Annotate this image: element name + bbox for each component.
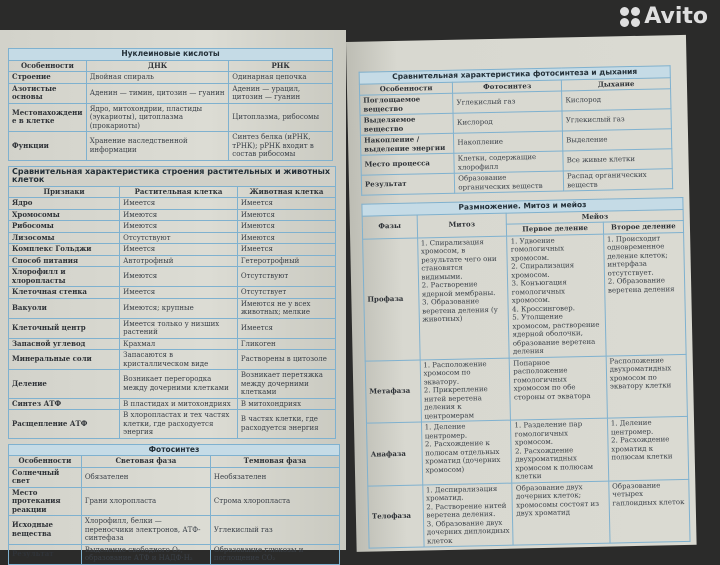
table-cell: 1. Деление центромер. 2. Расхождение к полюсам отдельных хроматид (дочерних хромосом) bbox=[421, 420, 512, 484]
column-header: ДНК bbox=[86, 60, 229, 72]
table-cell: Отсутствует bbox=[237, 287, 335, 299]
row-label: Расщепление АТФ bbox=[9, 410, 120, 439]
table-row bbox=[9, 410, 336, 439]
table-row bbox=[9, 103, 333, 132]
row-label: Способ питания bbox=[9, 255, 120, 267]
column-header: Особенности bbox=[9, 456, 82, 468]
table-cell: Имеется bbox=[120, 244, 238, 256]
table-row bbox=[9, 267, 336, 287]
table-cell: Выделение bbox=[563, 129, 672, 151]
table-row bbox=[9, 298, 336, 318]
column-header: Растительная клетка bbox=[120, 186, 238, 198]
table-cell: Имеются bbox=[120, 221, 238, 233]
table-cell: Хранение наследственной информации bbox=[86, 132, 229, 161]
table-row bbox=[9, 255, 336, 267]
table-row bbox=[9, 318, 336, 338]
table-row bbox=[9, 232, 336, 244]
table-cell: Грани хлоропласта bbox=[81, 487, 210, 516]
row-label: Хромосомы bbox=[9, 209, 120, 221]
table-cell: Расположение двухроматидных хромосом по экватору клетки bbox=[606, 354, 688, 418]
table-row bbox=[366, 416, 688, 485]
table-cell: Углекислый газ bbox=[210, 516, 339, 545]
table-row bbox=[9, 398, 336, 410]
column-header: Первое деление bbox=[507, 222, 604, 236]
table-cell: Растворены в цитозоле bbox=[237, 350, 335, 370]
table-cell: Имеются; крупные bbox=[120, 298, 238, 318]
row-label: Место процесса bbox=[361, 153, 455, 175]
table-cell: В частях клетки, где расходуется энергия bbox=[237, 410, 335, 439]
table-cell: 1. Разделение пар гомологичных хромосом. 2. Расхождение двухроматидных хромосом к полюсам клетки bbox=[511, 418, 609, 483]
table-cell: Аденин — тимин, цитозин — гуанин bbox=[86, 83, 229, 103]
table-row bbox=[9, 209, 336, 221]
column-header: РНК bbox=[229, 60, 333, 72]
column-header: Фазы bbox=[362, 215, 417, 239]
table-row bbox=[9, 221, 336, 233]
row-label: Хлорофилл и хлоропласты bbox=[9, 267, 120, 287]
table-cell: Выделение свободного O₂, образование АТФ и НАДФ·Н₂ bbox=[81, 544, 210, 564]
column-header: Дыхание bbox=[561, 77, 670, 91]
table-row bbox=[9, 350, 336, 370]
table-cell: Имеются bbox=[237, 221, 335, 233]
table-cell: Кислород bbox=[562, 89, 671, 111]
table-cell: Запасаются в кристаллическом виде bbox=[120, 350, 238, 370]
row-label: Функции bbox=[9, 132, 87, 161]
table-cell: Строма хлоропласта bbox=[210, 487, 339, 516]
table-title: Размножение. Митоз и мейоз bbox=[362, 197, 683, 215]
avito-watermark bbox=[620, 4, 708, 29]
table-row bbox=[368, 479, 690, 548]
table-cell: 1. Происходит одновременное деление клеток; интерфаза отсутствует. 2. Образование веретена деления bbox=[603, 232, 686, 356]
column-header: Особенности bbox=[9, 60, 87, 72]
table-cell: Клетки, содержащие хлорофилл bbox=[454, 151, 563, 173]
table-cell: Попарное расположение гомологичных хромосом по обе стороны от экватора bbox=[510, 356, 608, 421]
table-row bbox=[9, 244, 336, 256]
table-row bbox=[365, 354, 687, 423]
table-title: Нуклеиновые кислоты bbox=[9, 49, 333, 61]
row-label: Клеточный центр bbox=[9, 318, 120, 338]
table-cell: Двойная спираль bbox=[86, 72, 229, 84]
table-cell: Возникает перетяжка между дочерними клетками bbox=[237, 370, 335, 399]
table-cell: Все живые клетки bbox=[563, 149, 672, 171]
table-title: Сравнительная характеристика строения растительных и животных клеток bbox=[9, 166, 336, 186]
table-row bbox=[9, 516, 340, 545]
row-label: Исходные вещества bbox=[9, 516, 82, 545]
row-label: Профаза bbox=[363, 238, 420, 361]
table-row bbox=[9, 544, 340, 564]
table-cell: Имеется bbox=[237, 244, 335, 256]
row-label: Клеточная стенка bbox=[9, 287, 120, 299]
table-cell: Возникает перегородка между дочерними клетками bbox=[120, 370, 238, 399]
table-cell: Имеются bbox=[120, 209, 238, 221]
table-row bbox=[9, 370, 336, 399]
table-cell: Имеется только у низших растений bbox=[120, 318, 238, 338]
column-header: Животная клетка bbox=[237, 186, 335, 198]
table-cell: Аденин — урацил, цитозин — гуанин bbox=[229, 83, 333, 103]
table-row bbox=[9, 487, 340, 516]
row-label: Результат bbox=[9, 544, 82, 564]
table-row bbox=[363, 232, 686, 361]
table-cell: Образование глюкозы и поглощение CO₂ bbox=[210, 544, 339, 564]
table-row bbox=[9, 198, 336, 210]
row-label: Рибосомы bbox=[9, 221, 120, 233]
table-cell: Образование четырех гаплоидных клеток bbox=[608, 479, 690, 543]
row-label: Место протекания реакции bbox=[9, 487, 82, 516]
table-cell: Накопление bbox=[454, 131, 563, 153]
row-label: Солнечный свет bbox=[9, 467, 82, 487]
table-cell: Гликоген bbox=[237, 338, 335, 350]
column-header: Темновая фаза bbox=[210, 456, 339, 468]
row-label: Ядро bbox=[9, 198, 120, 210]
left-page bbox=[0, 30, 346, 562]
table-cell: Автотрофный bbox=[120, 255, 238, 267]
table-cell: Имеются bbox=[120, 267, 238, 287]
column-header: Фотосинтез bbox=[453, 79, 562, 93]
avito-logo-icon bbox=[620, 7, 640, 27]
table-cell: Цитоплазма, рибосомы bbox=[229, 103, 333, 132]
table-cell: Хлорофилл, белки — переносчики электронов, АТФ-синтефаза bbox=[81, 516, 210, 545]
row-label: Строение bbox=[9, 72, 87, 84]
column-header: Признаки bbox=[9, 186, 120, 198]
table-cell: Гетеротрофный bbox=[237, 255, 335, 267]
table-row bbox=[9, 72, 333, 84]
photosynthesis-respiration-table bbox=[359, 65, 674, 196]
row-label: Деление bbox=[9, 370, 120, 399]
table-cell: Имеется bbox=[237, 198, 335, 210]
table-row bbox=[9, 287, 336, 299]
table-cell: Синтез белка (иРНК, тРНК); рРНК входит в состав рибосомы bbox=[229, 132, 333, 161]
table-cell: 1. Расположение хромосом по экватору. 2. Прикрепление нитей веретена деления к центромерам bbox=[420, 358, 511, 422]
cell-comparison-table bbox=[8, 166, 336, 439]
table-cell: Отсутствуют bbox=[237, 267, 335, 287]
table-cell: В митохондриях bbox=[237, 398, 335, 410]
table-cell: Имеются bbox=[237, 232, 335, 244]
right-page bbox=[346, 35, 697, 552]
table-cell: Образование двух дочерних клеток; хромосомы состоят из двух хроматид bbox=[512, 481, 610, 546]
table-row bbox=[9, 83, 333, 103]
table-cell: 1. Удвоение гомологичных хромосом. 2. Спирализация хромосом. 3. Конъюгация гомологичных хромосом. 4. Кроссинговер. 5. Утолщение хромосом, растворение ядерной оболочки, образование веретена деления bbox=[507, 234, 606, 358]
table-title: Сравнительная характеристика фотосинтеза и дыхания bbox=[359, 66, 670, 84]
row-label: Местонахождение в клетке bbox=[9, 103, 87, 132]
row-label: Выделяемое вещество bbox=[360, 113, 454, 135]
photosynthesis-table bbox=[8, 444, 340, 565]
table-title: Фотосинтез bbox=[9, 444, 340, 456]
table-cell: Ядро, митохондрии, пластиды (эукариоты), цитоплазма (прокариоты) bbox=[86, 103, 229, 132]
table-cell: Имеется bbox=[120, 198, 238, 210]
table-cell: Кислород bbox=[453, 111, 562, 133]
table-cell: Крахмал bbox=[120, 338, 238, 350]
column-header: Мейоз bbox=[507, 209, 684, 224]
table-cell: Имеются bbox=[237, 209, 335, 221]
table-cell: Распад органических веществ bbox=[563, 169, 672, 191]
table-cell: Одинарная цепочка bbox=[229, 72, 333, 84]
row-label: Телофаза bbox=[368, 484, 424, 548]
table-cell: В хлоропластах и тех частях клетки, где расходуется энергия bbox=[120, 410, 238, 439]
row-label: Поглощаемое вещество bbox=[360, 93, 454, 115]
column-header: Особенности bbox=[359, 82, 453, 95]
table-cell: В пластидах и митохондриях bbox=[120, 398, 238, 410]
row-label: Минеральные соли bbox=[9, 350, 120, 370]
column-header: Митоз bbox=[417, 213, 507, 238]
table-cell: 1. Деспирализация хроматид. 2. Растворение нитей веретена деления. 3. Образование двух дочерних диплоидных клеток bbox=[422, 483, 513, 547]
row-label: Синтез АТФ bbox=[9, 398, 120, 410]
row-label: Метафаза bbox=[365, 360, 421, 424]
table-cell: 1. Спирализация хромосом, в результате чего они становятся видимыми. 2. Растворение ядерной мембраны. 3. Образование веретена деления (у животных) bbox=[417, 236, 509, 360]
column-header: Световая фаза bbox=[81, 456, 210, 468]
table-cell: Отсутствуют bbox=[120, 232, 238, 244]
watermark-text: Avito bbox=[644, 4, 708, 29]
nucleic-acids-table bbox=[8, 48, 333, 161]
row-label: Вакуоли bbox=[9, 298, 120, 318]
row-label: Запасной углевод bbox=[9, 338, 120, 350]
row-label: Комплекс Гольджи bbox=[9, 244, 120, 256]
table-cell: Образование органических веществ bbox=[455, 171, 564, 193]
table-cell: Углекислый газ bbox=[453, 91, 562, 113]
mitosis-meiosis-table bbox=[361, 197, 690, 549]
row-label: Лизосомы bbox=[9, 232, 120, 244]
table-row bbox=[9, 132, 333, 161]
table-row bbox=[9, 467, 340, 487]
column-header: Второе деление bbox=[603, 220, 683, 233]
row-label: Анафаза bbox=[366, 422, 422, 486]
row-label: Накопление / выделение энергии bbox=[360, 133, 454, 155]
table-cell: Имеется bbox=[120, 287, 238, 299]
table-cell: 1. Деление центромер. 2. Расхождение хроматид к полюсам клетки bbox=[607, 416, 689, 480]
table-cell: Имеется bbox=[237, 318, 335, 338]
table-cell: Необязателен bbox=[210, 467, 339, 487]
table-cell: Имеются не у всех животных; мелкие bbox=[237, 298, 335, 318]
table-cell: Обязателен bbox=[81, 467, 210, 487]
table-cell: Углекислый газ bbox=[562, 109, 671, 131]
table-row bbox=[9, 338, 336, 350]
row-label: Результат bbox=[361, 173, 455, 195]
row-label: Азотистые основы bbox=[9, 83, 87, 103]
